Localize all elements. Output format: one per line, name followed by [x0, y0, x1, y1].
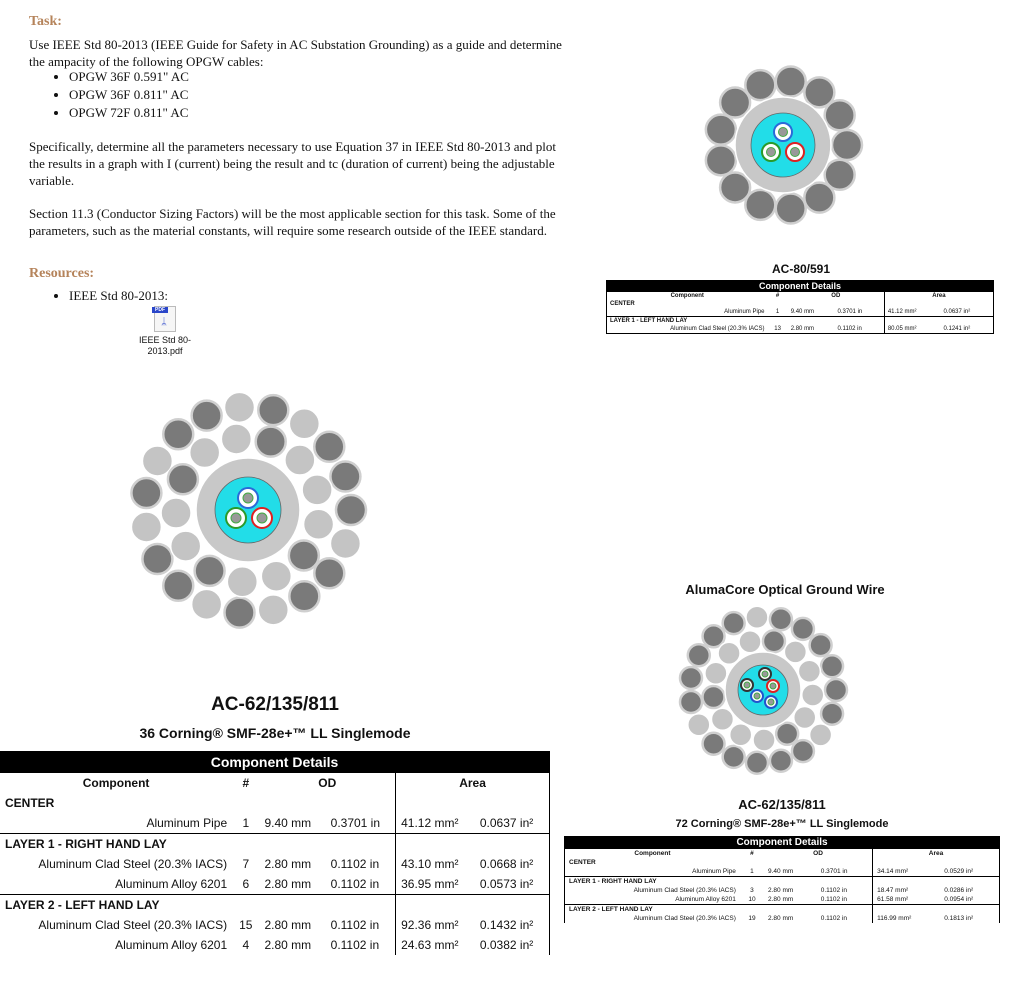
col-od: OD: [813, 850, 823, 857]
cell: 7: [242, 857, 250, 871]
cell: 61.58 mm²: [873, 895, 941, 905]
fiber-bundle: [754, 693, 760, 699]
strand: [227, 567, 257, 597]
strand: [131, 478, 161, 508]
cell: 0.1432 in²: [479, 918, 534, 932]
section-label: LAYER 1 - RIGHT HAND LAY: [0, 834, 396, 855]
cell: 0.0668 in²: [479, 857, 534, 871]
strand: [792, 740, 814, 762]
col-count: #: [750, 850, 754, 857]
section-label: LAYER 1 - LEFT HAND LAY: [607, 317, 885, 326]
section-label: CENTER: [610, 301, 635, 307]
strand: [168, 464, 198, 494]
fiber-bundle: [791, 148, 800, 157]
strand: [821, 703, 843, 725]
cell: 0.3701 in: [330, 816, 381, 830]
strand: [798, 660, 820, 682]
strand: [770, 608, 792, 630]
strand: [784, 641, 806, 663]
cell: 0.1813 in²: [944, 915, 974, 922]
strand: [703, 686, 725, 708]
cell: 0.0286 in²: [944, 887, 974, 894]
strand: [171, 531, 201, 561]
table-row: [0, 935, 550, 955]
strand: [314, 432, 344, 462]
strand: [330, 528, 360, 558]
strand: [804, 183, 834, 213]
cell: 6: [242, 877, 250, 891]
strand: [705, 662, 727, 684]
cell: 4: [242, 938, 250, 952]
spec3-subtitle: 72 Corning® SMF-28e+™ LL Singlemode: [675, 818, 889, 830]
cell: Aluminum Clad Steel (20.3% IACS): [38, 918, 228, 932]
cell: Aluminum Clad Steel (20.3% IACS): [633, 887, 736, 894]
strand: [703, 733, 725, 755]
cell: 92.36 mm²: [396, 915, 475, 935]
section-label: CENTER: [5, 796, 55, 810]
strand: [776, 194, 806, 224]
task-intro: Use IEEE Std 80-2013 (IEEE Guide for Safety in AC Substation Grounding) as a guide and determine the ampacity of the following OPGW cables:: [29, 37, 562, 69]
fiber-bundle: [768, 699, 774, 705]
cell: Aluminum Alloy 6201: [675, 896, 736, 903]
cell: 41.12 mm²: [884, 308, 940, 317]
strand: [730, 724, 752, 746]
cell: 0.0382 in²: [479, 938, 534, 952]
table-row: [607, 308, 994, 317]
strand: [739, 631, 761, 653]
strand: [763, 630, 785, 652]
fiber-bundle: [767, 148, 776, 157]
fiber-bundle: [257, 513, 267, 523]
cell: 2.80 mm: [768, 896, 794, 903]
col-count: #: [242, 776, 250, 790]
strand: [192, 401, 222, 431]
resource-item: • IEEE Std 80-2013:: [69, 287, 168, 305]
strand: [314, 558, 344, 588]
cell: 0.1102 in: [820, 887, 848, 894]
strand: [256, 427, 286, 457]
cell: 2.80 mm: [790, 326, 815, 332]
strand: [821, 655, 843, 677]
cell: 1: [242, 816, 250, 830]
col-component: Component: [634, 850, 671, 857]
strand: [258, 395, 288, 425]
strand: [190, 438, 220, 468]
fiber-bundle: [231, 513, 241, 523]
task-para-2: Section 11.3 (Conductor Sizing Factors) will be the most applicable section for this task. Some of the parameters, such as the material constants, will require some research outside of the IEEE standard.: [29, 206, 556, 238]
strand: [330, 462, 360, 492]
cell: Aluminum Clad Steel (20.3% IACS): [633, 915, 736, 922]
cell: 0.0573 in²: [479, 877, 534, 891]
strand: [776, 66, 806, 96]
pdf-file-name: IEEE Std 80-2013.pdf: [138, 335, 192, 356]
cell: 0.1102 in: [837, 326, 862, 332]
cell: Aluminum Clad Steel (20.3% IACS): [670, 326, 765, 332]
cable-item: • OPGW 72F 0.811" AC: [69, 104, 189, 122]
cable-item: • OPGW 36F 0.591" AC: [69, 68, 189, 86]
spec3-title: AC-62/135/811: [738, 797, 826, 812]
cell: 0.0954 in²: [944, 896, 974, 903]
strand: [723, 746, 745, 768]
strand: [718, 642, 740, 664]
strand: [720, 172, 750, 202]
cell: 0.3701 in: [837, 309, 863, 315]
spec3-brand: AlumaCore Optical Ground Wire: [685, 582, 885, 597]
cell: 0.1102 in: [330, 877, 380, 891]
spec1-table: [606, 280, 994, 334]
cell: 24.63 mm²: [396, 935, 475, 955]
strand: [161, 498, 191, 528]
cell: 0.1102 in: [330, 938, 380, 952]
cable-item: • OPGW 36F 0.811" AC: [69, 86, 189, 104]
strand: [258, 595, 288, 625]
spec2-table: [0, 751, 550, 955]
strand: [289, 540, 319, 570]
cell: 34.14 mm²: [873, 867, 941, 877]
cell: 116.99 mm²: [873, 914, 941, 923]
cell: 18.47 mm²: [873, 886, 941, 895]
strand: [703, 625, 725, 647]
section-label: LAYER 1 - RIGHT HAND LAY: [565, 877, 873, 887]
cell: 13: [774, 326, 781, 332]
table-caption: Component Details: [607, 280, 994, 292]
col-area: Area: [873, 849, 1000, 858]
strand: [706, 145, 736, 175]
cell: 2.80 mm: [768, 887, 794, 894]
cell: 1: [775, 309, 780, 315]
cell: 80.05 mm²: [884, 325, 940, 334]
cell: 36.95 mm²: [396, 874, 475, 895]
col-count: #: [775, 293, 780, 299]
strand: [195, 556, 225, 586]
cell: 43.10 mm²: [396, 854, 475, 874]
table-caption: Component Details: [565, 836, 1000, 849]
cell: Aluminum Pipe: [724, 309, 765, 315]
section-label: CENTER: [569, 859, 596, 866]
strand: [289, 581, 319, 611]
strand: [131, 512, 161, 542]
spec3-table: [564, 836, 1000, 923]
cell: 9.40 mm: [264, 816, 312, 830]
cell: 0.0637 in²: [943, 309, 971, 315]
section-label: LAYER 2 - LEFT HAND LAY: [565, 905, 873, 915]
strand: [163, 419, 193, 449]
strand: [688, 644, 710, 666]
strand: [794, 707, 816, 729]
col-od: OD: [831, 293, 841, 299]
cell: Aluminum Pipe: [692, 868, 736, 875]
strand: [261, 561, 291, 591]
cell: Aluminum Pipe: [146, 816, 228, 830]
cell: 1: [750, 868, 754, 875]
strand: [302, 475, 332, 505]
cell: 0.0529 in²: [944, 868, 974, 875]
cell: 9.40 mm: [790, 309, 815, 315]
strand: [680, 667, 702, 689]
strand: [221, 424, 251, 454]
col-area: Area: [884, 292, 993, 300]
table-caption: Component Details: [0, 751, 550, 773]
fiber-bundle: [744, 682, 750, 688]
table-row: [0, 854, 550, 874]
strand: [688, 714, 710, 736]
fiber-bundle: [779, 128, 788, 137]
fiber-bundle: [243, 493, 253, 503]
section-label: LAYER 2 - LEFT HAND LAY: [0, 895, 396, 916]
strand: [746, 752, 768, 774]
table-row: [607, 325, 994, 334]
table-row: [565, 914, 1000, 923]
spec2-title: AC-62/135/811: [211, 694, 339, 715]
cell: 3: [750, 887, 754, 894]
strand: [825, 679, 847, 701]
table-row: [565, 886, 1000, 895]
cell: 9.40 mm: [768, 868, 794, 875]
task-heading: Task:: [29, 14, 62, 29]
cell: 2.80 mm: [264, 877, 312, 891]
strand: [746, 606, 768, 628]
pdf-file-icon: PDF ᛦ: [154, 306, 176, 332]
cell: Aluminum Alloy 6201: [115, 877, 228, 891]
col-component: Component: [670, 293, 704, 299]
col-od: OD: [318, 776, 337, 790]
strand: [810, 724, 832, 746]
strand: [224, 392, 254, 422]
cell: 2.80 mm: [264, 938, 312, 952]
strand: [753, 729, 775, 751]
cell: 0.1102 in: [820, 896, 848, 903]
strand: [792, 618, 814, 640]
table-row: [0, 915, 550, 935]
fiber-bundle: [770, 683, 776, 689]
table-row: [565, 895, 1000, 905]
cell: Aluminum Alloy 6201: [115, 938, 228, 952]
table-row: [565, 867, 1000, 877]
cell: 2.80 mm: [768, 915, 794, 922]
cell: 0.0637 in²: [479, 816, 534, 830]
col-area: Area: [396, 773, 550, 793]
cell: 0.3701 in: [820, 868, 848, 875]
cell: 0.1102 in: [820, 915, 848, 922]
strand: [770, 750, 792, 772]
strand: [192, 589, 222, 619]
strand: [224, 598, 254, 628]
strand: [776, 723, 798, 745]
cell: 0.1102 in: [330, 857, 380, 871]
strand: [802, 684, 824, 706]
strand: [825, 100, 855, 130]
gel-filled-core: [215, 477, 281, 543]
strand: [304, 509, 334, 539]
table-row: [0, 813, 550, 834]
fiber-bundle: [762, 671, 768, 677]
cell: 2.80 mm: [264, 918, 312, 932]
cell: 15: [239, 918, 253, 932]
cell: 0.1241 in²: [943, 326, 971, 332]
strand: [289, 409, 319, 439]
cell: 0.1102 in: [330, 918, 380, 932]
strand: [336, 495, 366, 525]
task-para-1: Specifically, determine all the parameters necessary to use Equation 37 in IEEE Std 80-2013 and plot the results in a graph with I (current) being the result and tc (duration of current) being the adjustable variable.: [29, 139, 556, 188]
strand: [163, 571, 193, 601]
strand: [810, 634, 832, 656]
spec1-title: AC-80/591: [771, 262, 831, 276]
cell: Aluminum Clad Steel (20.3% IACS): [38, 857, 228, 871]
strand: [285, 445, 315, 475]
strand: [142, 446, 172, 476]
col-component: Component: [82, 776, 150, 790]
cell: 41.12 mm²: [396, 813, 475, 834]
spec2-subtitle: 36 Corning® SMF-28e+™ LL Singlemode: [139, 725, 411, 741]
cell: 2.80 mm: [264, 857, 312, 871]
strand: [680, 691, 702, 713]
strand: [142, 544, 172, 574]
strand: [832, 130, 862, 160]
strand: [723, 612, 745, 634]
strand: [745, 70, 775, 100]
resources-heading: Resources:: [29, 266, 95, 281]
cell: 10: [748, 896, 756, 903]
strand: [706, 115, 736, 145]
table-row: [0, 874, 550, 895]
cell: 19: [748, 915, 756, 922]
strand: [711, 708, 733, 730]
